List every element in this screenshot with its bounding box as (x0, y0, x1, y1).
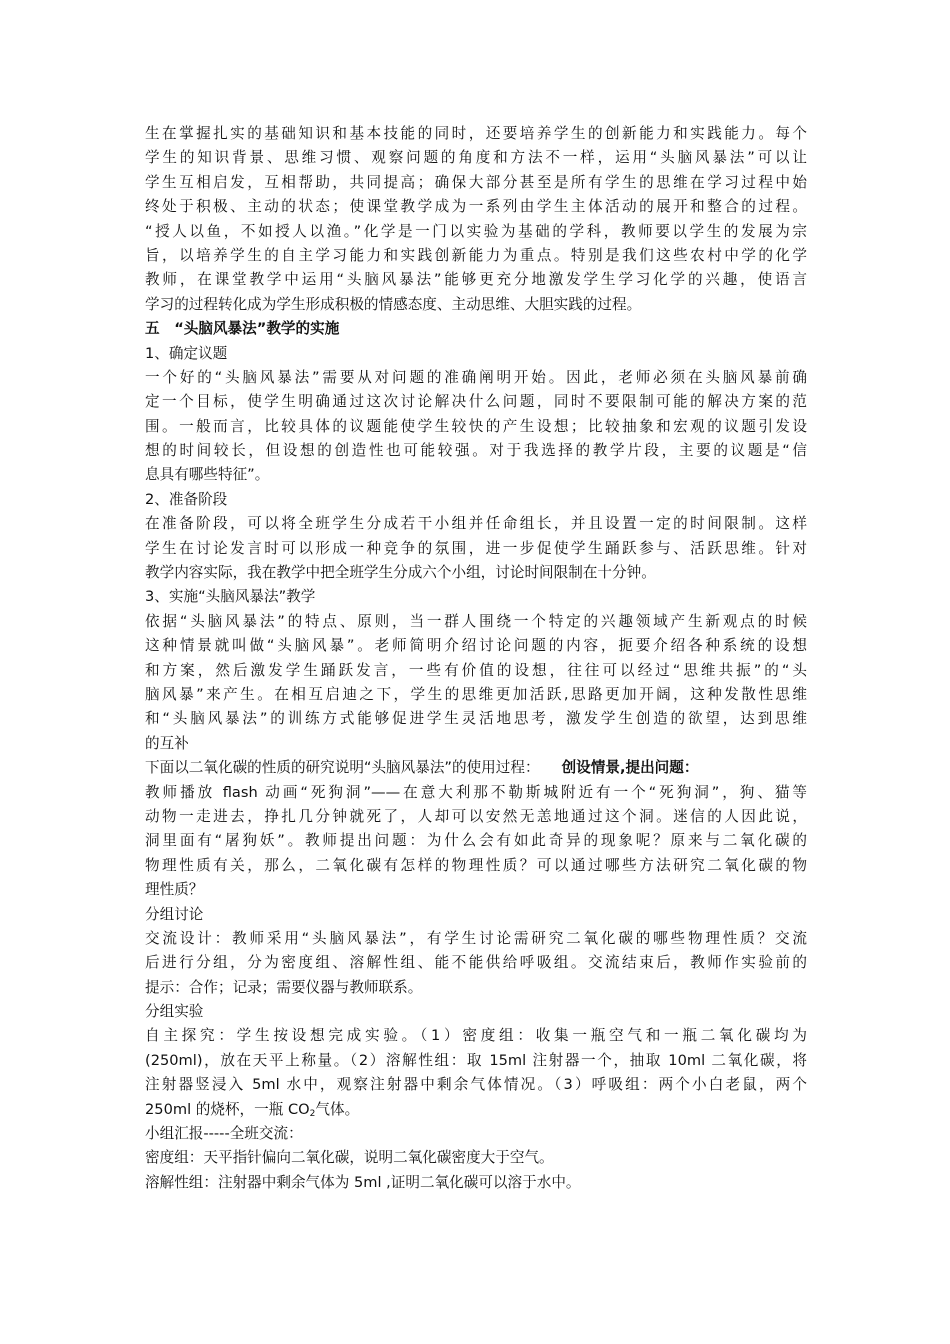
paragraph-line: 的互补 (145, 734, 189, 752)
paragraph-line (145, 756, 807, 780)
paragraph-line: 交流设计：教师采用“头脑风暴法”，有学生讨论需研究二氧化碳的哪些物理性质？交流 (145, 929, 807, 947)
paragraph-line: 息具有哪些特征”。 (145, 466, 270, 484)
paragraph-line: 和方案，然后激发学生踊跃发言，一些有价值的设想，往往可以经过“思维共振”的“头 (145, 661, 807, 679)
paragraph-line: 提示：合作；记录；需要仪器与教师联系。 (145, 978, 423, 996)
subsection-heading: 分组讨论 (145, 905, 204, 923)
paragraph-line: 依据“头脑风暴法”的特点、原则，当一群人围绕一个特定的兴趣领域产生新观点的时候 (145, 612, 807, 630)
paragraph-line: 洞里面有“屠狗妖”。教师提出问题：为什么会有如此奇异的现象呢？原来与二氧化碳的 (145, 832, 807, 850)
paragraph-line: 教师，在课堂教学中运用“头脑风暴法”能够更充分地激发学生学习化学的兴趣，使语言 (145, 271, 807, 289)
inline-bold-heading: 创设情景,提出问题： (561, 759, 699, 777)
paragraph-line: “授人以鱼，不如授人以渔。”化学是一门以实验为基础的学科，教师要以学生的发展为宗 (145, 222, 807, 240)
paragraph-line: 小组汇报-----全班交流： (145, 1125, 303, 1143)
paragraph-line: 后进行分组，分为密度组、溶解性组、能不能供给呼吸组。交流结束后，教师作实验前的 (145, 954, 807, 972)
paragraph-line: 学习的过程转化成为学生形成积极的情感态度、主动思维、大胆实践的过程。 (145, 295, 642, 313)
formula-tail: 气体。 (315, 1100, 360, 1118)
subsection-heading: 1、确定议题 (145, 344, 228, 362)
section-heading: 五 “头脑风暴法”教学的实施 (145, 320, 340, 338)
paragraph-line: 物理性质有关，那么，二氧化碳有怎样的物理性质？可以通过哪些方法研究二氧化碳的物 (145, 856, 807, 874)
paragraph-line: 脑风暴”来产生。在相互启迪之下，学生的思维更加活跃,思路更加开阔，这种发散性思维 (145, 685, 807, 703)
paragraph-line: 理性质？ (145, 881, 204, 899)
paragraph-line: 围。一般而言，比较具体的议题能使学生较快的产生设想；比较抽象和宏观的议题引发设 (145, 417, 807, 435)
paragraph-line: 一个好的“头脑风暴法”需要从对问题的准确阐明开始。因此，老师必须在头脑风暴前确 (145, 368, 807, 386)
paragraph-line: 注射器竖浸入 5ml 水中，观察注射器中剩余气体情况。（3）呼吸组：两个小白老鼠，两个 (145, 1076, 807, 1094)
paragraph-line: 在准备阶段，可以将全班学生分成若干小组并任命组长，并且设置一定的时间限制。这样 (145, 515, 807, 533)
paragraph-line: 生在掌握扎实的基础知识和基本技能的同时，还要培养学生的创新能力和实践能力。每个 (145, 125, 807, 142)
subscript: 2 (309, 1108, 316, 1119)
paragraph-line (145, 1098, 807, 1122)
paragraph-line: 动物一走进去，挣扎几分钟就死了，人却可以安然无恙地通过这个洞。迷信的人因此说， (145, 807, 807, 825)
paragraph-line: 密度组：天平指针偏向二氧化碳，说明二氧化碳密度大于空气。 (145, 1149, 554, 1167)
subsection-heading: 3、实施“头脑风暴法”教学 (145, 588, 316, 606)
subsection-heading: 分组实验 (145, 1003, 204, 1021)
intro-text: 下面以二氧化碳的性质的研究说明“头脑风暴法”的使用过程： (145, 759, 540, 777)
paragraph-line: 旨，以培养学生的自主学习能力和实践创新能力为重点。特别是我们这些农村中学的化学 (145, 246, 807, 264)
paragraph-line: 溶解性组：注射器中剩余气体为 5ml ,证明二氧化碳可以溶于水中。 (145, 1173, 581, 1191)
paragraph-line: 学生在讨论发言时可以形成一种竞争的氛围，进一步促使学生踊跃参与、活跃思维。针对 (145, 539, 807, 557)
paragraph-line: (250ml)，放在天平上称量。（2）溶解性组：取 15ml 注射器一个，抽取 10ml 二氧化碳，将 (145, 1051, 807, 1069)
document-page (145, 122, 807, 1195)
subsection-heading: 2、准备阶段 (145, 490, 228, 508)
paragraph-line: 自主探究：学生按设想完成实验。（1）密度组：收集一瓶空气和一瓶二氧化碳均为 (145, 1027, 807, 1045)
paragraph-line: 想的时间较长，但设想的创造性也可能较强。对于我选择的教学片段，主要的议题是“信 (145, 442, 807, 460)
paragraph-line: 和“头脑风暴法”的训练方式能够促进学生灵活地思考，激发学生创造的欲望，达到思维 (145, 710, 807, 728)
paragraph-line: 教师播放 flash 动画“死狗洞”——在意大利那不勒斯城附近有一个“死狗洞”，狗、猫等 (145, 783, 807, 801)
paragraph-line: 定一个目标，使学生明确通过这次讨论解决什么问题，同时不要限制可能的解决方案的范 (145, 393, 807, 411)
formula-text: 250ml 的烧杯，一瓶 CO (145, 1100, 310, 1118)
paragraph-line: 学生的知识背景、思维习惯、观察问题的角度和方法不一样，运用“头脑风暴法”可以让 (145, 149, 807, 167)
paragraph-line: 终处于积极、主动的状态；使课堂教学成为一系列由学生主体活动的展开和整合的过程。 (145, 198, 807, 216)
paragraph-line: 教学内容实际，我在教学中把全班学生分成六个小组，讨论时间限制在十分钟。 (145, 564, 656, 582)
paragraph-line: 这种情景就叫做“头脑风暴”。老师简明介绍讨论问题的内容，扼要介绍各种系统的设想 (145, 637, 807, 655)
paragraph-line: 学生互相启发，互相帮助，共同提高；确保大部分甚至是所有学生的思维在学习过程中始 (145, 173, 807, 191)
